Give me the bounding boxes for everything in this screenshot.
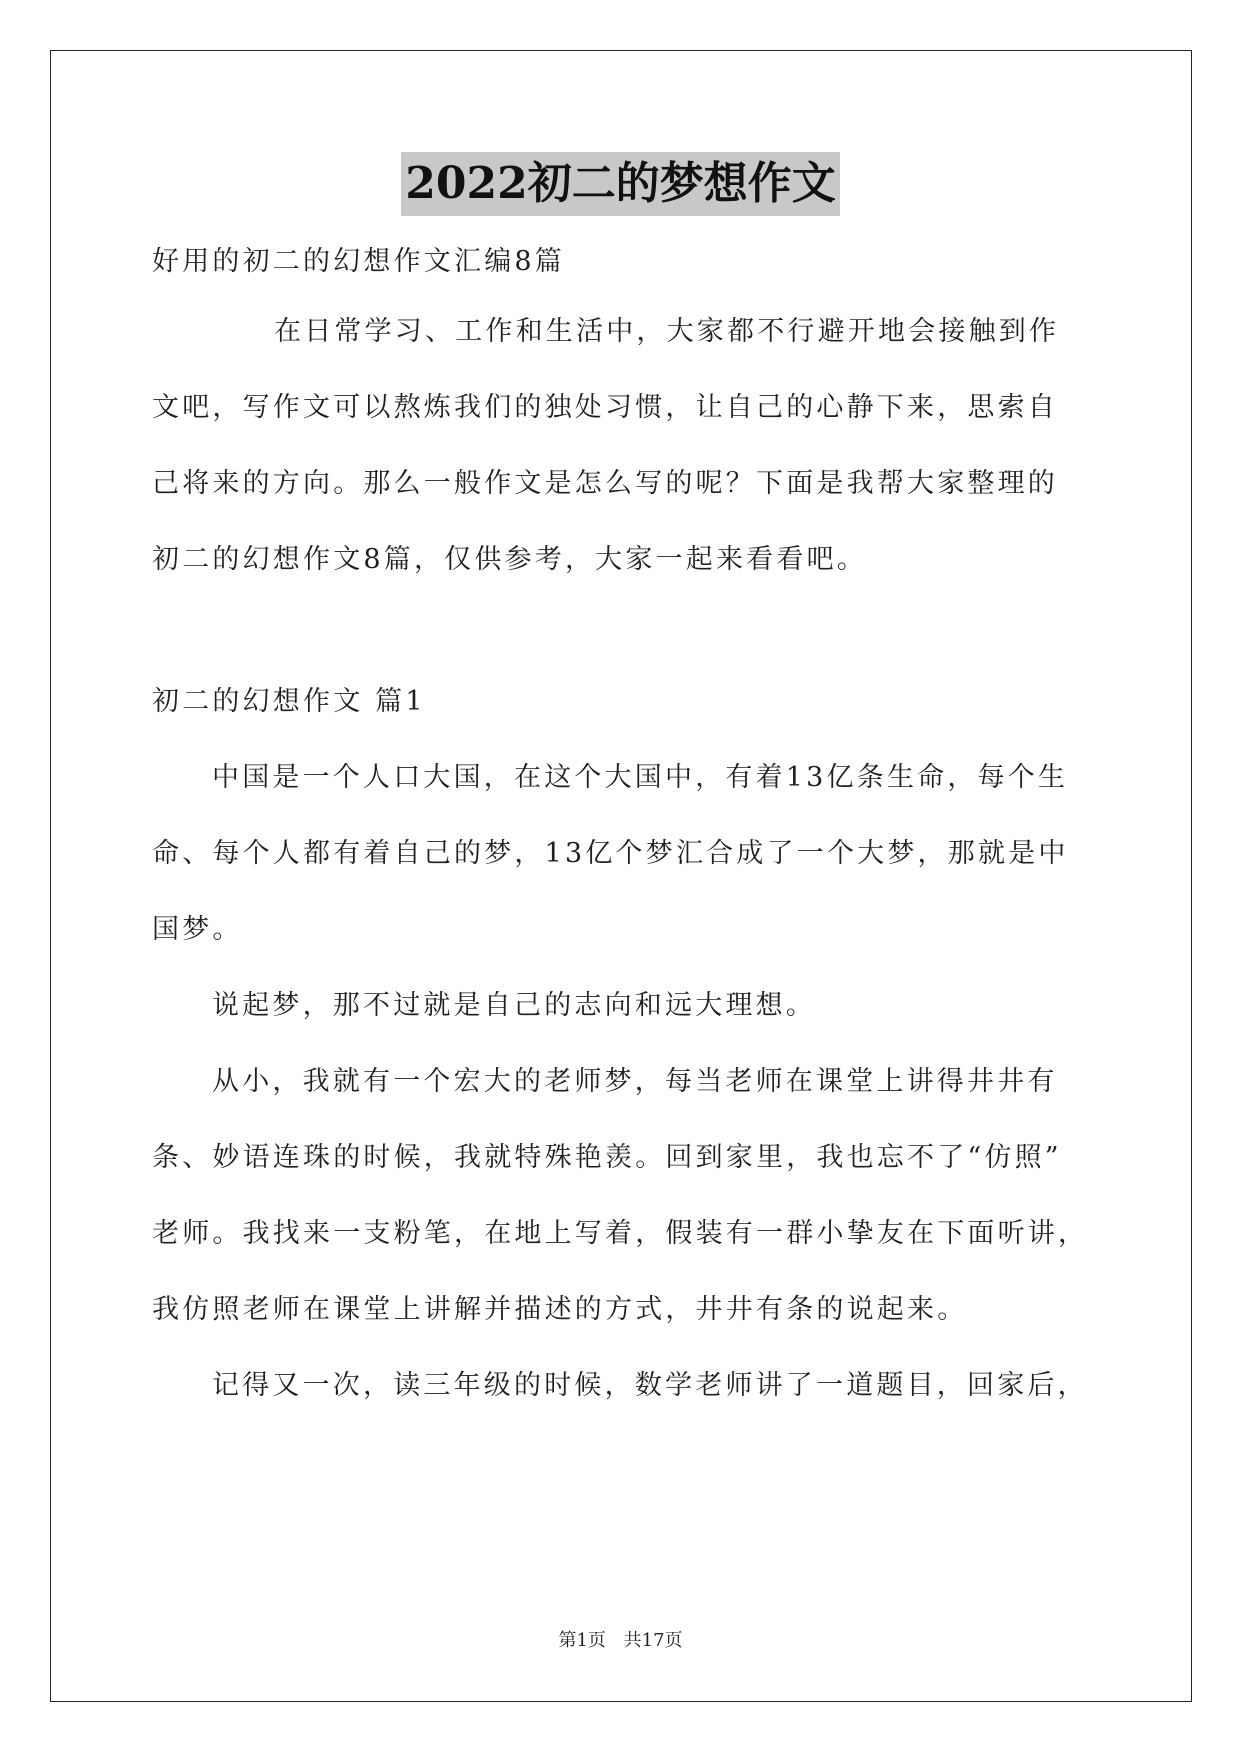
page-number-total: 共17页 <box>623 1630 683 1651</box>
title-wrap <box>0 152 1241 216</box>
document-subtitle: 好用的初二的幻想作文汇编8篇 <box>152 246 565 277</box>
page-number-current: 第1页 <box>558 1630 606 1651</box>
body-line: 从小，我就有一个宏大的老师梦，每当老师在课堂上讲得井井有 <box>212 1066 1058 1097</box>
document-title: 2022初二的梦想作文 <box>401 152 839 216</box>
body-line: 说起梦，那不过就是自己的志向和远大理想。 <box>212 990 816 1021</box>
body-line: 国梦。 <box>152 914 243 945</box>
intro-line: 在日常学习、工作和生活中，大家都不行避开地会接触到作 <box>274 316 1060 347</box>
page-footer <box>0 1626 1241 1652</box>
section-heading: 初二的幻想作文 篇1 <box>152 686 426 717</box>
intro-line: 文吧，写作文可以熬炼我们的独处习惯，让自己的心静下来，思索自 <box>152 392 1058 423</box>
body-line: 条、妙语连珠的时候，我就特殊艳羡。回到家里，我也忘不了“仿照” <box>152 1142 1062 1173</box>
body-line: 老师。我找来一支粉笔，在地上写着，假装有一群小挚友在下面听讲， <box>152 1218 1089 1249</box>
body-line: 命、每个人都有着自己的梦，13亿个梦汇合成了一个大梦，那就是中 <box>152 838 1069 869</box>
body-line: 记得又一次，读三年级的时候，数学老师讲了一道题目，回家后， <box>212 1370 1088 1401</box>
body-line: 我仿照老师在课堂上讲解并描述的方式，井井有条的说起来。 <box>152 1294 968 1325</box>
intro-line: 初二的幻想作文8篇，仅供参考，大家一起来看看吧。 <box>152 544 867 575</box>
page-border <box>50 50 1192 1702</box>
intro-line: 己将来的方向。那么一般作文是怎么写的呢？下面是我帮大家整理的 <box>152 468 1058 499</box>
body-line: 中国是一个人口大国，在这个大国中，有着13亿条生命，每个生 <box>212 762 1069 793</box>
